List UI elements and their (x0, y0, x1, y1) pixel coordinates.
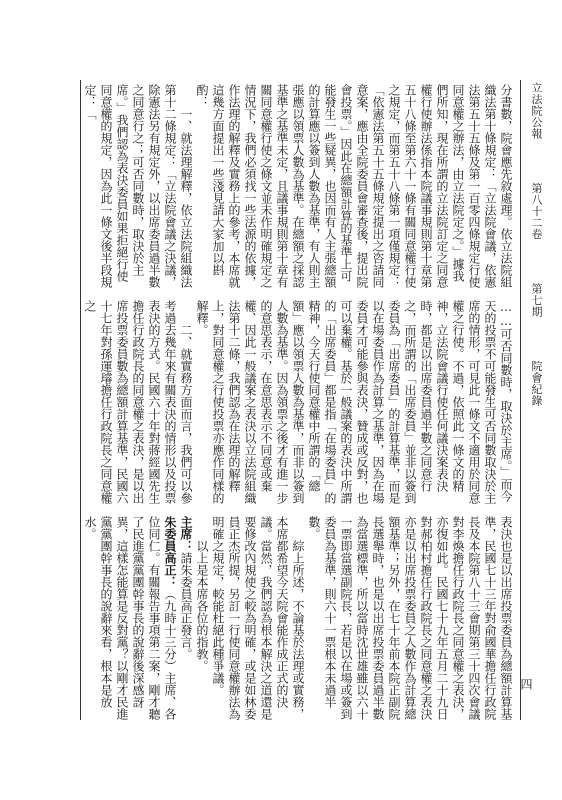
text-tier-bottom (83, 516, 514, 724)
text-tier-top (83, 84, 514, 292)
speaker-name: 主席： (179, 516, 193, 552)
speech (82, 516, 178, 724)
footer-divider (80, 80, 81, 720)
paragraph: 以上是本席各位的指教。 (195, 540, 209, 672)
section-title: 院會紀錄 (530, 360, 543, 407)
volume-number: 第八十二卷 (530, 182, 543, 240)
paragraph: 分書數，院會應先敘處理。依立法院組織法第十條規定：「立法院會議，依憲法第五十五條及第一百零四條規定行使同意權之辦法，由立法院定之。」據我們所知，現在所謂的立法院訂定之同意權行使辦法係指本院議事規則第十章第五十八條至第六十一條有關同意權行使之規定，而第五十八條第一項僅規定：「依憲法第五十五條規定提出之咨請同意案，應由全院委員會審查後，提出院會投票。」因此在總額計算的基準上可能發生一些疑異，也因而有人主張總額的計算應以簽到人數為基準，有人則主張應以領票人數為基準。在總額之採認基準之基準未定，且議事規則第十章有關同意權行使之條文並未作明確規定之情況下，我們必須找一些法源的依據，作法理的解釋及實務上的參考，本席就這幾方面提出一些淺見請大家加以斟酌： (195, 84, 513, 288)
page-number: 四 (519, 678, 533, 690)
paragraph: ……可否同數時，取決於主席。」而今天的投票不可能發生可否同數取決於主席的情形，可見此一條文不適用於同意權之行使。不過，依照此一條文的精神，立法院會議行使任何議決案表決時，都是以出席委員過半數之同意行之，而所謂的「出席委員」並非以簽到委員為「出席委員」的計算基準，而是以在場委員作為計算之基準，因為在場委員才可能參與表決，贊成或反對，也可以棄權。基於一般議案的表決中所謂的「出席委員」都是指「在場委員」的精神，今天行使同意權中所謂的「總額」應以領票人數為基準，而非以簽到人數為基準。因為領票之後才有進一步的意思表示，在意思表示不同意或棄權、因此一般議案之表決以立法院組織法第十二條，我們認為在法理的解釋上，對同意權之行使投票亦應作同樣的解釋。 (195, 300, 513, 504)
speech-text: 請朱委員高正發言。 (179, 552, 193, 660)
header-divider (520, 80, 521, 720)
speech-text: （九時十三分）主席、各位同仁。有關報告事項第二案，剛才聽了民進黨黨團幹事長的說辭後深感訝異，這樣怎能算是反對黨？以剛才民進黨黨團幹事長的說辭來看，根本是放水。 (83, 516, 177, 720)
publication-name: 立法院公報 (530, 82, 543, 140)
paragraph: 綜上所述，不論基於法理或實務，本席都希望今天院會能作成正式的決議。當然，我們認為根本解決之道還是要修改內規使之較為明確，或是如林委員正杰所提，另訂一行使同意權辦法為明確之規定，較能杜絕此種爭議。 (211, 516, 305, 720)
speech (178, 516, 194, 724)
speaker-name: 朱委員高正： (163, 516, 177, 588)
issue-number: 第七期 (530, 283, 543, 318)
text-tier-middle (83, 300, 514, 508)
paragraph: 一、就法理解釋，依立法院組織法第十二條規定：「立法院會議之決議，除憲法另有規定外，以出席委員過半數之同意行之；可否同數時，取決於主席。」我們認為表決委員如果拒絕行使同意權的規定，因為此一條文後半段規定：「 (83, 84, 193, 288)
page-header (528, 82, 544, 722)
paragraph: 表決也是以出席投票委員為總額計算基準，民國七十三年對俞國華擔任行政院長及本院第八十三會期第三十四次會議對李煥擔任行政院長之同意權之表決，亦復如此。民國七十九年五月二十九日對郝柏村擔任行政院長之同意權之表決亦是以出席投票委員之人數作為計算總額基準；另外，在七十年前本院正副院長選舉時，也是以出席投票委員過半數為當選標準，所以當時沈世雄雖以六十一票即當選副院長，若是以在場或簽到委員為基準，則六十一票根本未過半數。 (307, 516, 513, 720)
paragraph: 二、就實務方面而言，我們可以參考過去幾年來有關表決的情形以及投票表決的方式。民國六十年對蔣經國先生擔任行政院長的同意權之表決，是以出席投票委員數為總額計算基準，民國六十七年對孫運璿擔任行政院長之同意權之 (83, 300, 193, 504)
